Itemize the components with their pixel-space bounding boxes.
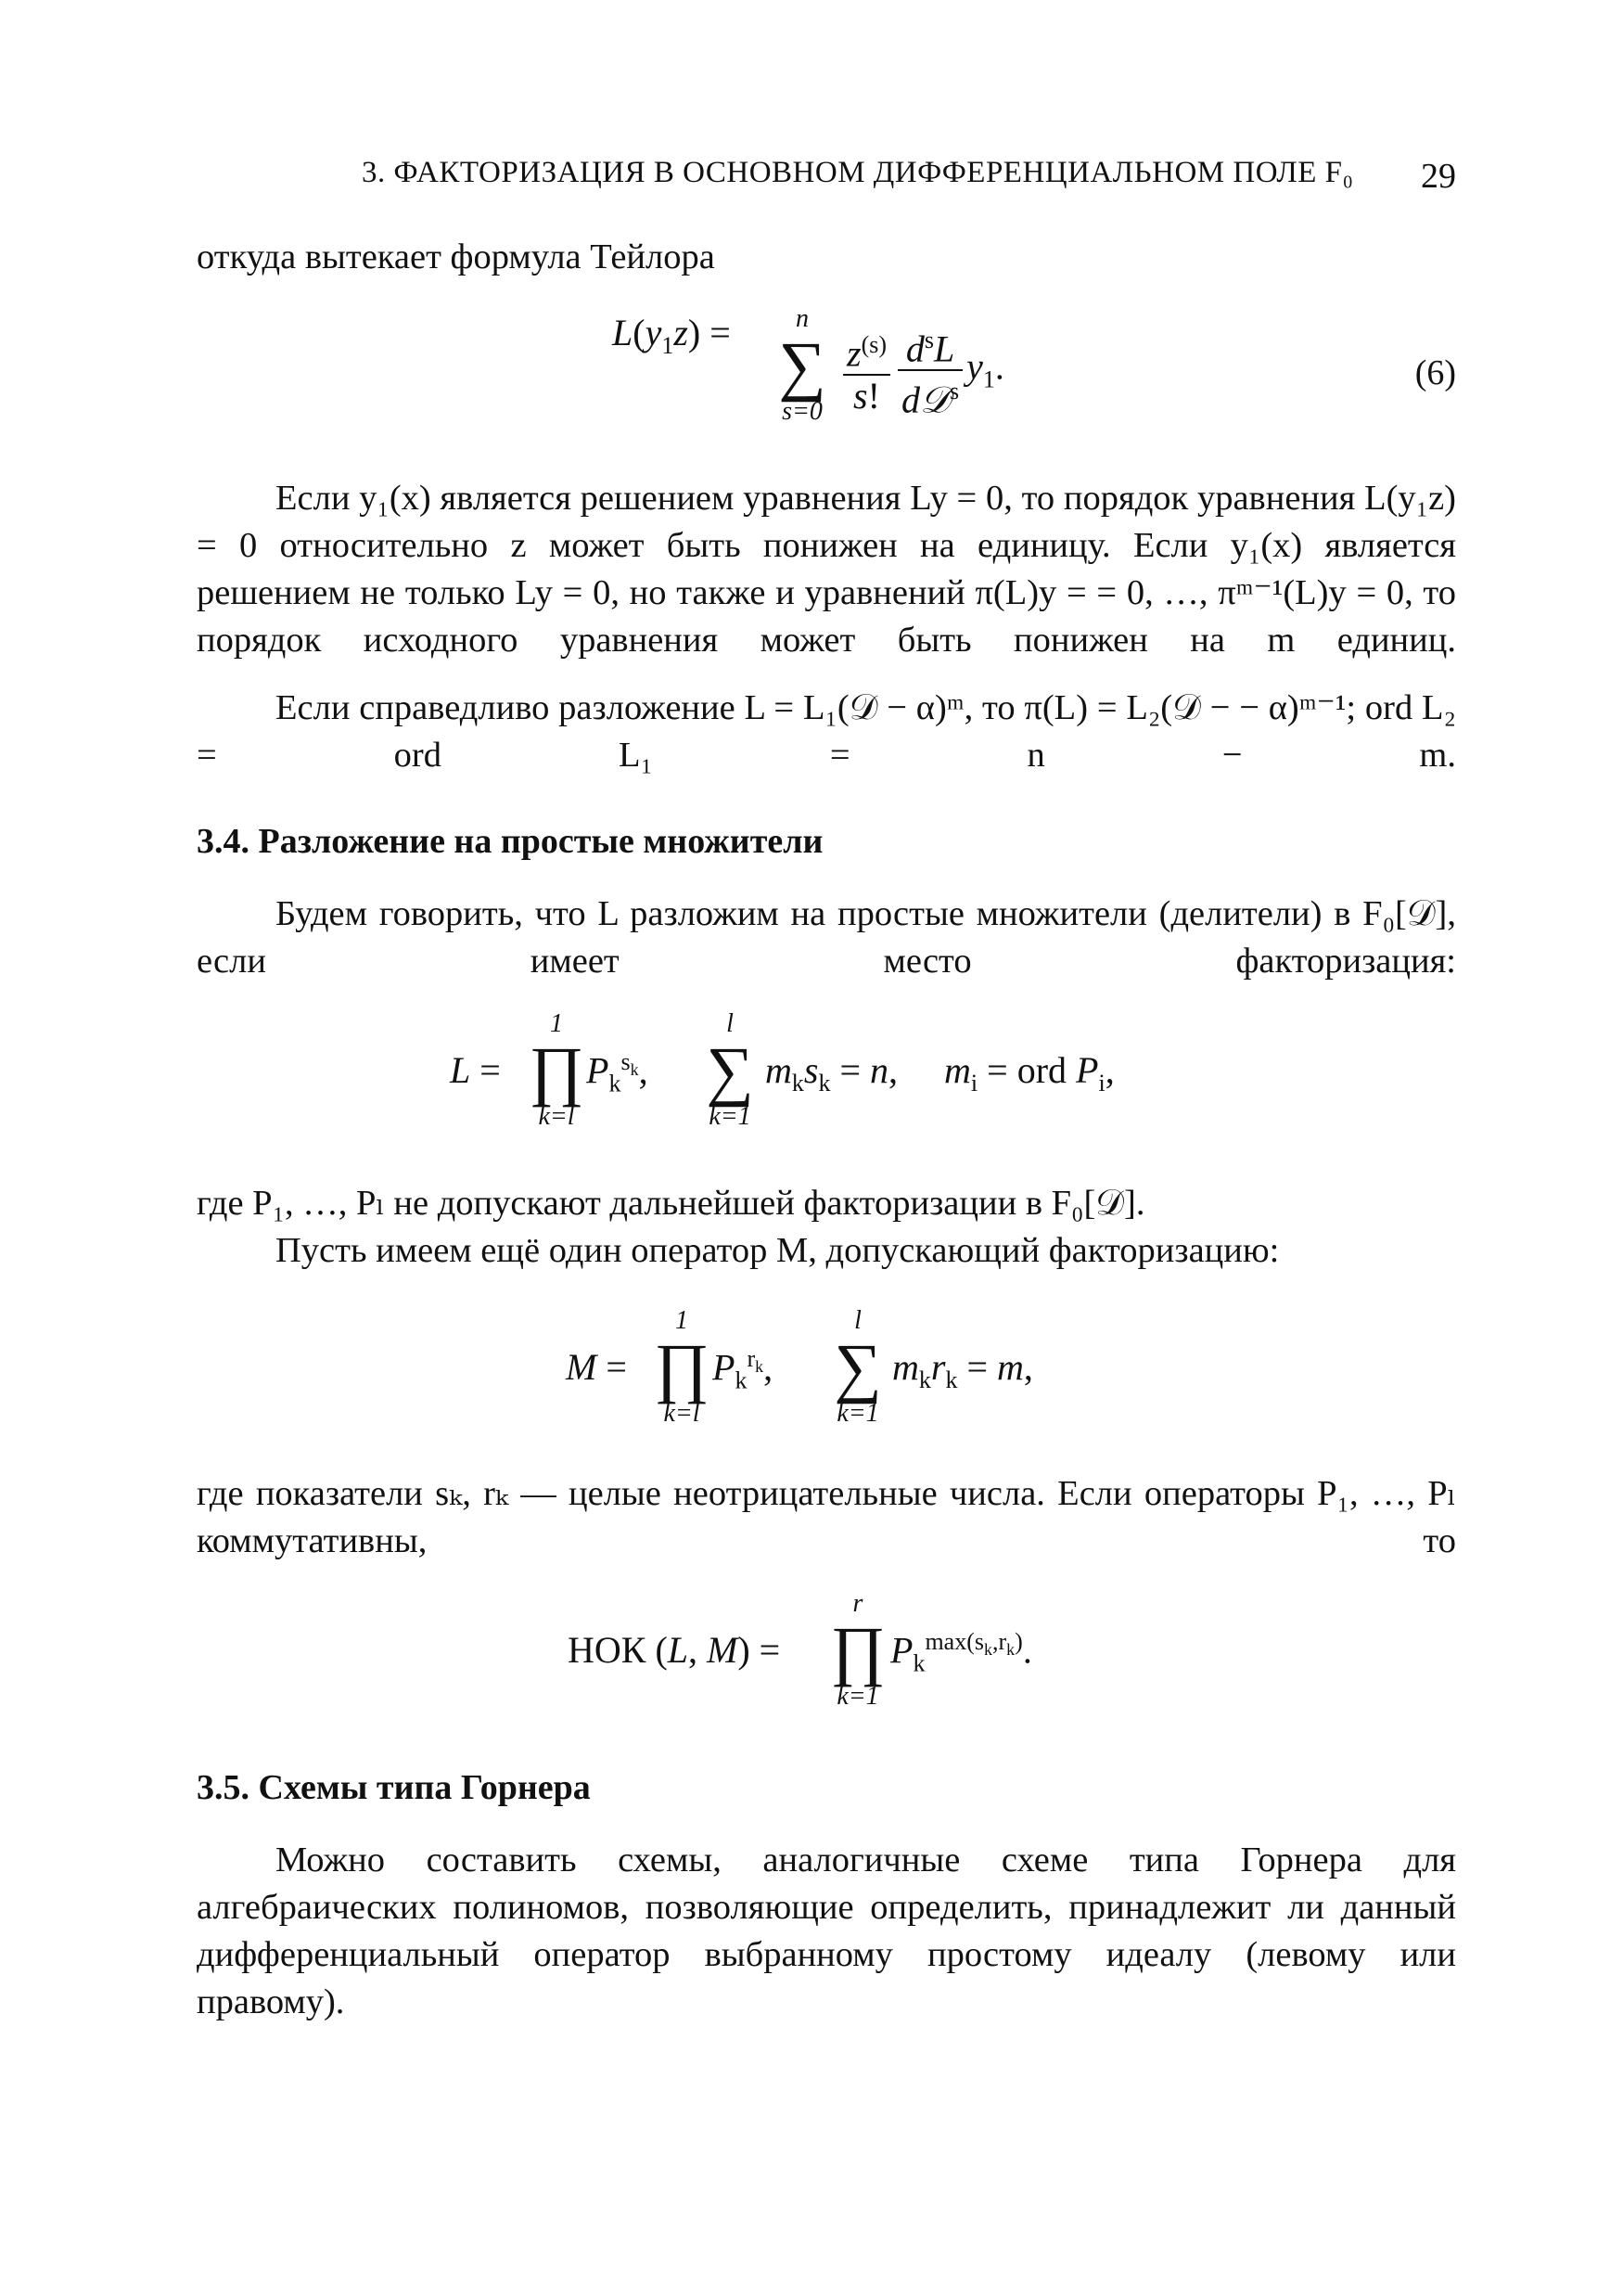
taylor-terms: $\frac{z^{(s)}}{s!}$ $\frac{d^sL}{d𝒟^s}$ $y_1$.: [839, 320, 1004, 421]
sum-symbol: l ∑ k=1: [706, 1009, 754, 1131]
sum-condition-L: $m_ks_k = n$, $m_i$ = ord $P_i$,: [765, 1049, 1115, 1097]
sum-symbol: l ∑ k=1: [834, 1306, 882, 1428]
equation-number: (6): [1414, 353, 1456, 392]
page-number: 29: [1421, 157, 1456, 196]
sum-condition-M: $m_kr_k = m$,: [892, 1346, 1033, 1393]
section-heading-3-4: 3.4. Разложение на простые множители: [197, 822, 824, 861]
paragraph-exponents: где показатели sₖ, rₖ — целые неотрицательные числа. Если операторы P₁, …, Pₗ коммутативны, то: [197, 1474, 1456, 1560]
factor-term-L: $P_k^{s_k}$,: [586, 1048, 648, 1097]
lcm-label: НОК: [568, 1629, 646, 1671]
product-symbol: 1 ∏ k=l: [529, 1009, 584, 1131]
section-heading-3-5: 3.5. Схемы типа Горнера: [197, 1768, 591, 1807]
intro-text: откуда вытекает формула Тейлора: [197, 237, 715, 276]
product-symbol: 1 ∏ k=l: [654, 1306, 709, 1428]
chapter-title: 3. ФАКТОРИЗАЦИЯ В ОСНОВНОМ ДИФФЕРЕНЦИАЛЬНОМ ПОЛЕ F₀: [362, 156, 1354, 189]
lcm-term: $P_k^{max(s_k,r_k)}$.: [890, 1628, 1032, 1677]
equation-lcm: НОК (L, M) =: [568, 1629, 781, 1671]
paragraph-horner: Можно составить схемы, аналогичные схеме типа Горнера для алгебраических полиномов, позволяющие определить, принадлежит ли данный дифференциальный оператор выбранному простому идеалу (левому или правому).: [197, 1841, 1456, 2021]
paragraph-factorization: Будем говорить, что L разложим на простые множители (делители) в F₀[𝒟], если имеет место факторизация:: [197, 894, 1456, 981]
equation-taylor: $L(y_1z)$ =: [612, 312, 731, 359]
paragraph-irreducible: где P₁, …, Pₗ не допускают дальнейшей факторизации в F₀[𝒟].: [197, 1184, 1145, 1223]
paragraph-solution: Если y₁(x) является решением уравнения Ly = 0, то порядок уравнения L(y₁z) = 0 относительно z может быть понижен на единицу. Если y₁(x) является решением не только Ly = 0, но также и уравнений π(L)y = = 0, …, πᵐ⁻¹(L)y = 0, то порядок исходного уравнения может быть понижен на m единиц.: [197, 479, 1456, 660]
running-head: [362, 156, 1456, 196]
paragraph-decomposition: Если справедливо разложение L = L₁(𝒟 − α)ᵐ, то π(L) = L₂(𝒟 − − α)ᵐ⁻¹; ord L₂ = ord L₁ = n − m.: [197, 688, 1456, 775]
equation-factorization-L: L =: [450, 1049, 501, 1091]
product-symbol: r ∏ k=1: [830, 1589, 886, 1711]
sum-symbol: n ∑ s=0: [778, 304, 826, 426]
equation-factorization-M: M =: [566, 1346, 627, 1388]
paragraph-operator-M: Пусть имеем ещё один оператор M, допускающий факторизацию:: [275, 1231, 1280, 1270]
factor-term-M: $P_k^{r_k}$,: [712, 1345, 773, 1394]
